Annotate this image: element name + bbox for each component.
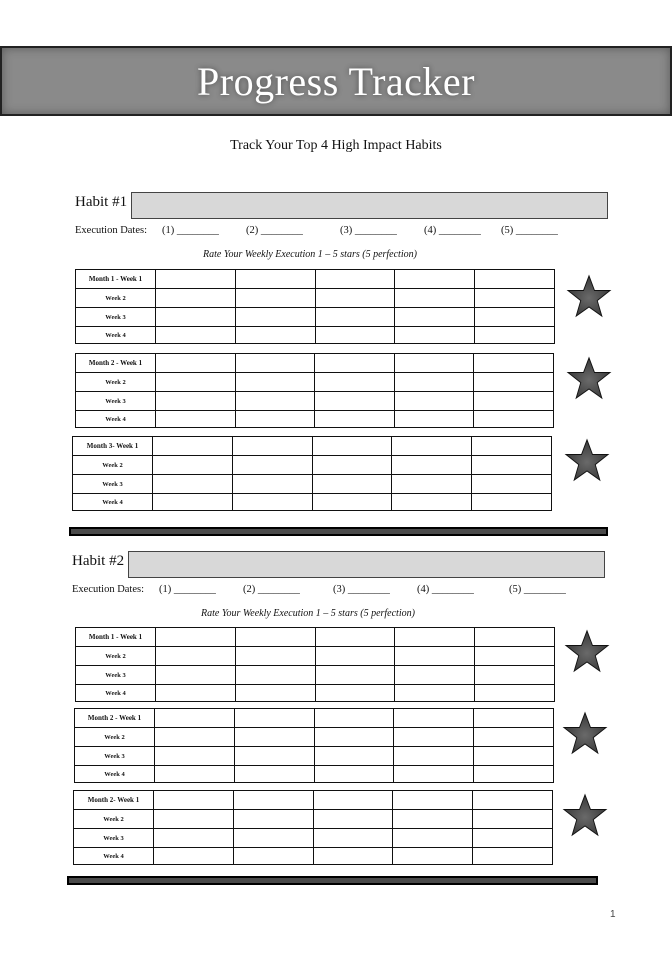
rating-cell[interactable] bbox=[475, 628, 555, 647]
week-label: Week 2 bbox=[75, 728, 155, 747]
page-subtitle: Track Your Top 4 High Impact Habits bbox=[230, 138, 442, 153]
execution-date-field[interactable]: (2) ________ bbox=[246, 225, 303, 236]
table-row bbox=[76, 289, 555, 308]
week-label: Month 1 - Week 1 bbox=[76, 628, 156, 647]
table-row bbox=[76, 666, 555, 685]
table-row bbox=[76, 685, 555, 702]
execution-dates-label: Execution Dates: bbox=[72, 584, 145, 595]
rating-cell[interactable] bbox=[315, 308, 395, 327]
week-label: Week 4 bbox=[73, 494, 153, 511]
rating-cell[interactable] bbox=[394, 728, 474, 747]
rating-cell[interactable] bbox=[474, 728, 554, 747]
execution-date-field[interactable]: (4) ________ bbox=[424, 225, 481, 236]
rating-cell[interactable] bbox=[153, 456, 233, 475]
rating-cell[interactable] bbox=[314, 766, 394, 783]
execution-date-field[interactable]: (3) ________ bbox=[340, 225, 397, 236]
rating-cell[interactable] bbox=[475, 647, 555, 666]
rating-cell[interactable] bbox=[395, 685, 475, 702]
rating-cell[interactable] bbox=[154, 810, 234, 829]
table-row bbox=[76, 327, 555, 344]
rating-cell[interactable] bbox=[312, 437, 392, 456]
rating-cell[interactable] bbox=[392, 475, 472, 494]
rating-cell[interactable] bbox=[393, 829, 473, 848]
rating-instructions: Rate Your Weekly Execution 1 – 5 stars (5 perfection) bbox=[203, 249, 417, 260]
title-banner bbox=[0, 46, 672, 116]
week-label: Week 2 bbox=[74, 810, 154, 829]
habit-name-input[interactable] bbox=[128, 551, 605, 578]
table-row bbox=[76, 308, 555, 327]
rating-cell[interactable] bbox=[233, 848, 313, 865]
rating-cell[interactable] bbox=[475, 327, 555, 344]
rating-cell[interactable] bbox=[475, 685, 555, 702]
rating-cell[interactable] bbox=[233, 829, 313, 848]
rating-cell[interactable] bbox=[315, 411, 395, 428]
rating-cell[interactable] bbox=[235, 308, 315, 327]
rating-cell[interactable] bbox=[155, 709, 235, 728]
rating-cell[interactable] bbox=[156, 289, 236, 308]
rating-cell[interactable] bbox=[473, 829, 553, 848]
rating-cell[interactable] bbox=[312, 494, 392, 511]
execution-date-field[interactable]: (4) ________ bbox=[417, 584, 474, 595]
rating-cell[interactable] bbox=[392, 494, 472, 511]
rating-cell[interactable] bbox=[235, 628, 315, 647]
rating-cell[interactable] bbox=[313, 810, 393, 829]
rating-cell[interactable] bbox=[475, 289, 555, 308]
rating-cell[interactable] bbox=[394, 411, 474, 428]
page-number: 1 bbox=[610, 909, 616, 920]
rating-cell[interactable] bbox=[154, 848, 234, 865]
weekly-rating-table bbox=[72, 436, 552, 511]
rating-cell[interactable] bbox=[153, 437, 233, 456]
week-label: Week 2 bbox=[73, 456, 153, 475]
rating-cell[interactable] bbox=[474, 747, 554, 766]
execution-date-field[interactable]: (2) ________ bbox=[243, 584, 300, 595]
habit-label: Habit #2 bbox=[72, 553, 125, 569]
rating-cell[interactable] bbox=[234, 728, 314, 747]
rating-cell[interactable] bbox=[234, 709, 314, 728]
rating-cell[interactable] bbox=[312, 456, 392, 475]
weekly-rating-table bbox=[74, 708, 554, 783]
rating-cell[interactable] bbox=[315, 373, 395, 392]
rating-cell[interactable] bbox=[235, 289, 315, 308]
rating-cell[interactable] bbox=[475, 270, 555, 289]
execution-date-field[interactable]: (3) ________ bbox=[333, 584, 390, 595]
rating-cell[interactable] bbox=[234, 747, 314, 766]
habit-label: Habit #1 bbox=[75, 194, 128, 210]
week-label: Week 3 bbox=[75, 747, 155, 766]
star-icon bbox=[562, 711, 608, 755]
star-icon bbox=[564, 629, 610, 673]
weekly-rating-table bbox=[75, 353, 554, 428]
week-label: Week 2 bbox=[76, 289, 156, 308]
rating-cell[interactable] bbox=[156, 628, 236, 647]
table-row bbox=[75, 709, 554, 728]
rating-cell[interactable] bbox=[394, 709, 474, 728]
rating-cell[interactable] bbox=[392, 437, 472, 456]
rating-cell[interactable] bbox=[395, 289, 475, 308]
rating-cell[interactable] bbox=[232, 494, 312, 511]
rating-cell[interactable] bbox=[156, 411, 236, 428]
section-divider bbox=[67, 876, 598, 885]
rating-cell[interactable] bbox=[473, 810, 553, 829]
table-row bbox=[73, 437, 552, 456]
rating-cell[interactable] bbox=[394, 747, 474, 766]
star-icon bbox=[564, 438, 610, 482]
table-row bbox=[75, 766, 554, 783]
execution-dates-row bbox=[72, 584, 572, 598]
table-row bbox=[73, 456, 552, 475]
rating-cell[interactable] bbox=[154, 829, 234, 848]
rating-cell[interactable] bbox=[156, 308, 236, 327]
table-row bbox=[74, 791, 553, 810]
weekly-rating-table bbox=[75, 269, 555, 344]
rating-cell[interactable] bbox=[395, 270, 475, 289]
week-label: Week 4 bbox=[75, 766, 155, 783]
rating-cell[interactable] bbox=[235, 411, 315, 428]
rating-cell[interactable] bbox=[394, 392, 474, 411]
weekly-rating-table bbox=[75, 627, 555, 702]
table-row bbox=[76, 628, 555, 647]
rating-cell[interactable] bbox=[472, 437, 552, 456]
execution-dates-row bbox=[75, 225, 575, 239]
rating-cell[interactable] bbox=[315, 327, 395, 344]
rating-cell[interactable] bbox=[395, 666, 475, 685]
rating-cell[interactable] bbox=[155, 766, 235, 783]
rating-cell[interactable] bbox=[393, 810, 473, 829]
rating-cell[interactable] bbox=[235, 685, 315, 702]
week-label: Week 4 bbox=[76, 685, 156, 702]
star-icon bbox=[562, 793, 608, 837]
rating-cell[interactable] bbox=[156, 647, 236, 666]
rating-cell[interactable] bbox=[314, 728, 394, 747]
rating-cell[interactable] bbox=[156, 327, 236, 344]
rating-cell[interactable] bbox=[315, 354, 395, 373]
rating-cell[interactable] bbox=[315, 685, 395, 702]
rating-cell[interactable] bbox=[472, 456, 552, 475]
rating-cell[interactable] bbox=[315, 666, 395, 685]
rating-cell[interactable] bbox=[315, 628, 395, 647]
week-label: Week 3 bbox=[73, 475, 153, 494]
week-label: Week 2 bbox=[76, 647, 156, 666]
week-label: Week 3 bbox=[76, 392, 156, 411]
rating-cell[interactable] bbox=[155, 728, 235, 747]
rating-cell[interactable] bbox=[475, 666, 555, 685]
rating-cell[interactable] bbox=[314, 747, 394, 766]
rating-cell[interactable] bbox=[395, 308, 475, 327]
rating-cell[interactable] bbox=[472, 494, 552, 511]
rating-cell[interactable] bbox=[395, 647, 475, 666]
rating-cell[interactable] bbox=[395, 327, 475, 344]
rating-cell[interactable] bbox=[313, 791, 393, 810]
rating-cell[interactable] bbox=[235, 666, 315, 685]
weekly-rating-table bbox=[73, 790, 553, 865]
rating-cell[interactable] bbox=[394, 766, 474, 783]
rating-cell[interactable] bbox=[394, 373, 474, 392]
star-icon bbox=[566, 356, 612, 400]
rating-cell[interactable] bbox=[156, 685, 236, 702]
table-row bbox=[73, 494, 552, 511]
rating-cell[interactable] bbox=[156, 392, 236, 411]
rating-cell[interactable] bbox=[475, 308, 555, 327]
week-label: Month 2 - Week 1 bbox=[75, 709, 155, 728]
execution-date-field[interactable]: (5) ________ bbox=[509, 584, 566, 595]
rating-cell[interactable] bbox=[395, 628, 475, 647]
rating-cell[interactable] bbox=[156, 270, 236, 289]
rating-cell[interactable] bbox=[313, 848, 393, 865]
rating-cell[interactable] bbox=[232, 475, 312, 494]
execution-dates-label: Execution Dates: bbox=[75, 225, 148, 236]
table-row bbox=[75, 728, 554, 747]
rating-cell[interactable] bbox=[473, 791, 553, 810]
execution-date-field[interactable]: (1) ________ bbox=[162, 225, 219, 236]
table-row bbox=[76, 270, 555, 289]
table-row bbox=[76, 392, 554, 411]
rating-cell[interactable] bbox=[474, 373, 554, 392]
rating-cell[interactable] bbox=[313, 829, 393, 848]
rating-cell[interactable] bbox=[154, 791, 234, 810]
week-label: Month 3- Week 1 bbox=[73, 437, 153, 456]
section-divider bbox=[69, 527, 608, 536]
rating-instructions: Rate Your Weekly Execution 1 – 5 stars (5 perfection) bbox=[201, 608, 415, 619]
week-label: Week 4 bbox=[76, 327, 156, 344]
week-label: Week 2 bbox=[76, 373, 156, 392]
rating-cell[interactable] bbox=[233, 810, 313, 829]
rating-cell[interactable] bbox=[393, 848, 473, 865]
habit-name-input[interactable] bbox=[131, 192, 608, 219]
rating-cell[interactable] bbox=[315, 647, 395, 666]
rating-cell[interactable] bbox=[312, 475, 392, 494]
week-label: Month 1 - Week 1 bbox=[76, 270, 156, 289]
rating-cell[interactable] bbox=[393, 791, 473, 810]
week-label: Week 3 bbox=[76, 308, 156, 327]
rating-cell[interactable] bbox=[392, 456, 472, 475]
table-row bbox=[74, 810, 553, 829]
rating-cell[interactable] bbox=[474, 392, 554, 411]
week-label: Week 4 bbox=[74, 848, 154, 865]
table-row bbox=[73, 475, 552, 494]
rating-cell[interactable] bbox=[156, 354, 236, 373]
rating-cell[interactable] bbox=[235, 327, 315, 344]
week-label: Month 2- Week 1 bbox=[74, 791, 154, 810]
week-label: Month 2 - Week 1 bbox=[76, 354, 156, 373]
table-row bbox=[74, 829, 553, 848]
star-icon bbox=[566, 274, 612, 318]
rating-cell[interactable] bbox=[315, 289, 395, 308]
rating-cell[interactable] bbox=[235, 354, 315, 373]
rating-cell[interactable] bbox=[235, 270, 315, 289]
rating-cell[interactable] bbox=[155, 747, 235, 766]
rating-cell[interactable] bbox=[315, 392, 395, 411]
rating-cell[interactable] bbox=[233, 791, 313, 810]
rating-cell[interactable] bbox=[235, 373, 315, 392]
rating-cell[interactable] bbox=[235, 392, 315, 411]
rating-cell[interactable] bbox=[235, 647, 315, 666]
week-label: Week 3 bbox=[74, 829, 154, 848]
table-row bbox=[76, 373, 554, 392]
execution-date-field[interactable]: (5) ________ bbox=[501, 225, 558, 236]
table-row bbox=[75, 747, 554, 766]
rating-cell[interactable] bbox=[232, 437, 312, 456]
rating-cell[interactable] bbox=[474, 354, 554, 373]
rating-cell[interactable] bbox=[156, 666, 236, 685]
rating-cell[interactable] bbox=[232, 456, 312, 475]
rating-cell[interactable] bbox=[314, 709, 394, 728]
rating-cell[interactable] bbox=[474, 766, 554, 783]
week-label: Week 3 bbox=[76, 666, 156, 685]
rating-cell[interactable] bbox=[153, 475, 233, 494]
week-label: Week 4 bbox=[76, 411, 156, 428]
rating-cell[interactable] bbox=[473, 848, 553, 865]
rating-cell[interactable] bbox=[234, 766, 314, 783]
table-row bbox=[76, 647, 555, 666]
rating-cell[interactable] bbox=[315, 270, 395, 289]
table-row bbox=[74, 848, 553, 865]
rating-cell[interactable] bbox=[472, 475, 552, 494]
rating-cell[interactable] bbox=[474, 709, 554, 728]
page-title: Progress Tracker bbox=[197, 58, 475, 104]
execution-date-field[interactable]: (1) ________ bbox=[159, 584, 216, 595]
table-row bbox=[76, 354, 554, 373]
rating-cell[interactable] bbox=[153, 494, 233, 511]
table-row bbox=[76, 411, 554, 428]
rating-cell[interactable] bbox=[474, 411, 554, 428]
rating-cell[interactable] bbox=[156, 373, 236, 392]
rating-cell[interactable] bbox=[394, 354, 474, 373]
